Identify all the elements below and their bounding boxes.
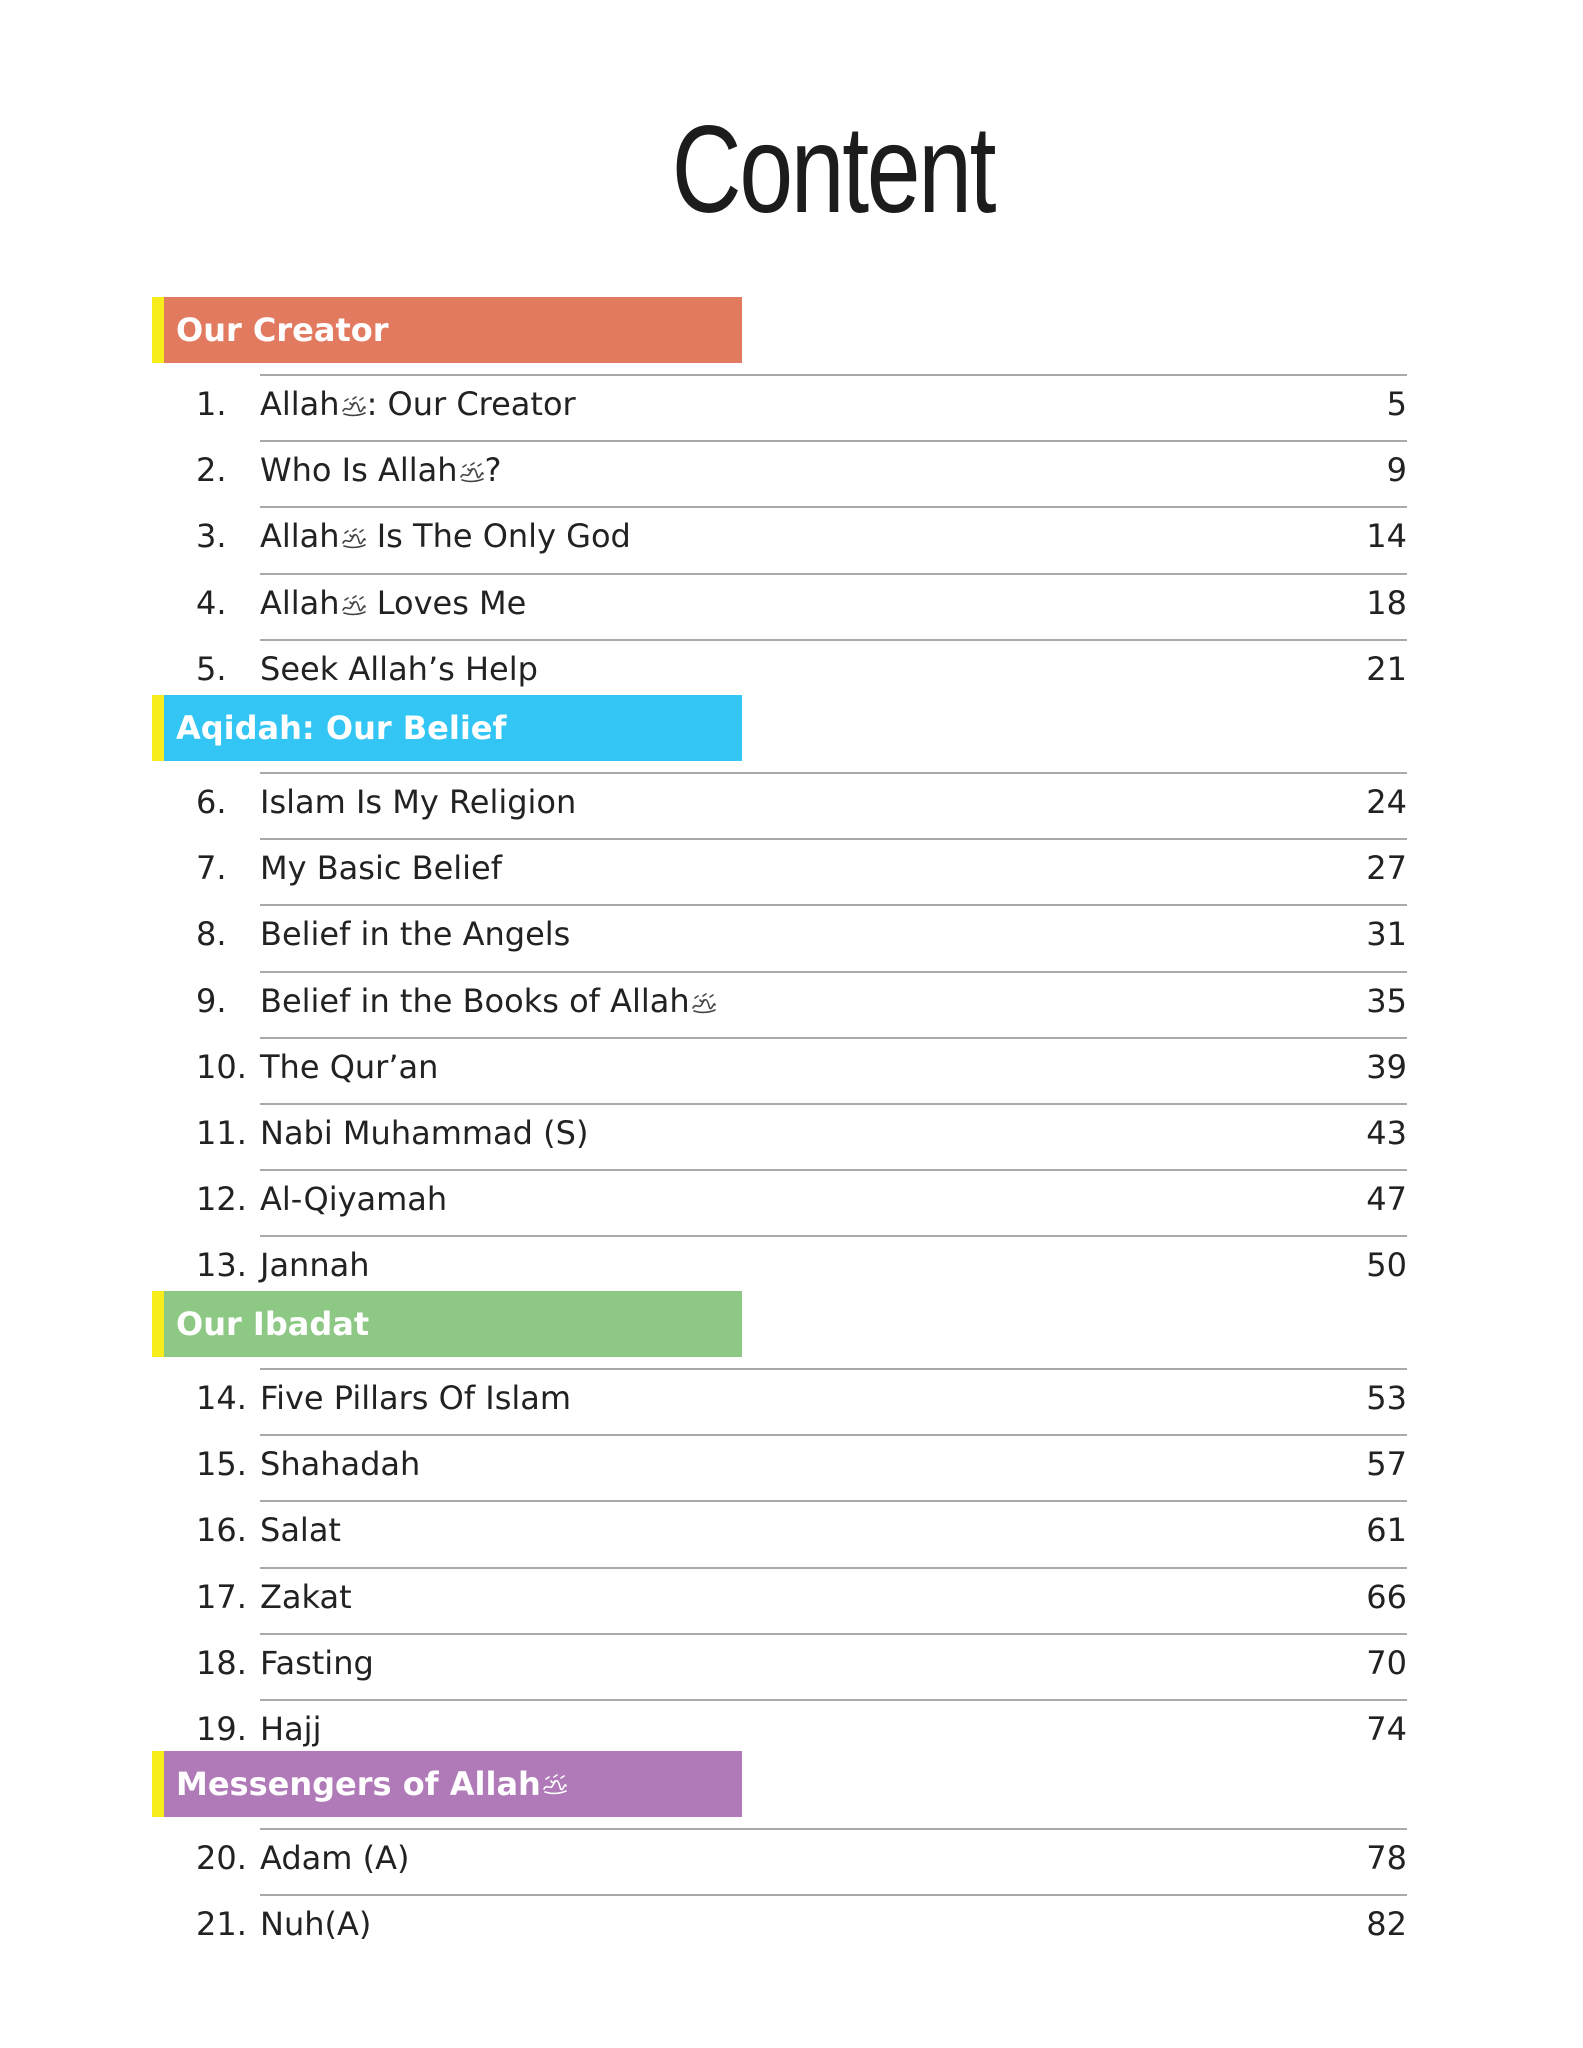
entry-number: 6.	[196, 783, 227, 821]
entry-title	[260, 1709, 321, 1749]
toc-entry[interactable]	[0, 904, 1583, 970]
entry-title-text: Islam Is My Religion	[260, 783, 577, 821]
entry-title	[260, 1245, 370, 1285]
entry-page-number: 21	[1366, 649, 1407, 688]
entry-number: 18.	[196, 1643, 247, 1682]
toc-entry[interactable]	[0, 573, 1583, 639]
entry-title	[260, 1838, 409, 1878]
entry-number: 13.	[196, 1246, 247, 1285]
entry-divider	[260, 904, 1407, 906]
entry-title	[260, 981, 717, 1021]
toc-entry[interactable]	[0, 1567, 1583, 1633]
entry-divider	[260, 506, 1407, 508]
entry-divider	[260, 1235, 1407, 1237]
entry-divider	[260, 639, 1407, 641]
entry-page-number: 18	[1366, 583, 1407, 622]
entry-title	[260, 1510, 341, 1550]
entry-divider	[260, 1699, 1407, 1701]
page-title: Content	[671, 101, 995, 239]
entry-number: 9.	[196, 981, 227, 1020]
entry-page-number: 35	[1366, 981, 1407, 1020]
entry-number: 5.	[196, 649, 227, 688]
entry-divider	[260, 1894, 1407, 1896]
calligraphy-honorific-icon	[341, 527, 367, 549]
entry-title-text: Allah	[260, 517, 340, 556]
entry-title-text: Fasting	[260, 1643, 374, 1682]
entry-divider	[260, 440, 1407, 442]
entry-divider	[260, 573, 1407, 575]
section-header	[152, 1291, 742, 1357]
entry-title-text: Jannah	[260, 1246, 370, 1285]
section-title: Aqidah: Our Belief	[176, 709, 507, 747]
entry-number: 15.	[196, 1445, 247, 1484]
entry-divider	[260, 374, 1407, 376]
section-header	[152, 695, 742, 761]
calligraphy-honorific-icon	[459, 461, 485, 483]
entry-divider	[260, 1434, 1407, 1436]
entry-number: 12.	[196, 1180, 247, 1219]
entry-title-text: Salat	[260, 1511, 341, 1550]
calligraphy-honorific-icon	[341, 395, 367, 417]
entry-title	[260, 848, 502, 888]
entry-number: 20.	[196, 1839, 247, 1877]
entry-page-number: 5	[1386, 385, 1407, 423]
entry-number: 8.	[196, 915, 227, 954]
entry-title	[260, 1179, 447, 1219]
toc-entry[interactable]	[0, 1169, 1583, 1235]
entry-title-text: Allah	[260, 385, 340, 423]
entry-number: 14.	[196, 1379, 247, 1417]
entry-page-number: 53	[1366, 1379, 1407, 1417]
calligraphy-honorific-icon	[691, 992, 717, 1014]
entry-title	[260, 782, 576, 822]
entry-title-text: Hajj	[260, 1710, 322, 1748]
calligraphy-honorific-icon	[341, 594, 367, 616]
entry-title-text: Nabi Muhammad (S)	[260, 1114, 589, 1152]
entry-divider	[260, 1169, 1407, 1171]
section-title: Messengers of Allah	[176, 1765, 541, 1803]
entry-divider	[260, 1368, 1407, 1370]
entry-number: 2.	[196, 451, 227, 490]
entry-page-number: 31	[1366, 915, 1407, 954]
entry-divider	[260, 838, 1407, 840]
toc-entry[interactable]	[0, 374, 1583, 440]
entry-title	[260, 1047, 438, 1087]
entry-number: 19.	[196, 1710, 247, 1748]
entry-page-number: 43	[1366, 1114, 1407, 1152]
entry-title-suffix: ?	[484, 451, 502, 490]
toc-entry[interactable]	[0, 440, 1583, 506]
entry-divider	[260, 1567, 1407, 1569]
entry-title	[260, 516, 631, 556]
entry-page-number: 82	[1366, 1905, 1407, 1944]
toc-entry[interactable]	[0, 1828, 1583, 1894]
entry-number: 11.	[196, 1114, 247, 1152]
entry-number: 4.	[196, 583, 227, 622]
entry-title-text: Shahadah	[260, 1445, 421, 1484]
entry-number: 21.	[196, 1905, 247, 1944]
entry-page-number: 50	[1366, 1246, 1407, 1285]
entry-title	[260, 914, 570, 954]
entry-page-number: 57	[1366, 1445, 1407, 1484]
entry-title-text: Seek Allah’s Help	[260, 649, 538, 688]
entry-title-text: Belief in the Angels	[260, 915, 571, 954]
entry-page-number: 47	[1366, 1180, 1407, 1219]
entry-title	[260, 1378, 571, 1418]
entry-page-number: 78	[1366, 1839, 1407, 1877]
entry-title-text: Allah	[260, 583, 340, 622]
entry-page-number: 70	[1366, 1643, 1407, 1682]
toc-entry[interactable]	[0, 1103, 1583, 1169]
entry-page-number: 61	[1366, 1511, 1407, 1550]
entry-title	[260, 1904, 371, 1944]
entry-title-text: My Basic Belief	[260, 849, 502, 888]
entry-page-number: 14	[1366, 517, 1407, 556]
entry-title-text: Who Is Allah	[260, 451, 458, 490]
entry-title-text: Al-Qiyamah	[260, 1180, 448, 1219]
toc-entry[interactable]	[0, 1434, 1583, 1500]
entry-divider	[260, 1500, 1407, 1502]
entry-number: 10.	[196, 1047, 247, 1086]
toc-entry[interactable]	[0, 772, 1583, 838]
toc-entry[interactable]	[0, 506, 1583, 572]
entry-divider	[260, 1037, 1407, 1039]
entry-number: 16.	[196, 1511, 247, 1550]
section-title: Our Ibadat	[176, 1305, 370, 1343]
entry-title-suffix: Loves Me	[366, 583, 527, 622]
entry-divider	[260, 971, 1407, 973]
section-header	[152, 297, 742, 363]
entry-title-suffix: Is The Only God	[366, 517, 631, 556]
entry-title	[260, 384, 576, 424]
entry-title	[260, 1577, 352, 1617]
toc-entry[interactable]	[0, 1633, 1583, 1699]
entry-page-number: 66	[1366, 1577, 1407, 1616]
entry-number: 7.	[196, 849, 227, 888]
entry-number: 1.	[196, 385, 227, 423]
entry-divider	[260, 1633, 1407, 1635]
toc-entry[interactable]	[0, 1037, 1583, 1103]
section-header	[152, 1751, 742, 1817]
entry-title	[260, 1643, 374, 1683]
entry-divider	[260, 772, 1407, 774]
entry-page-number: 39	[1366, 1047, 1407, 1086]
entry-title-text: Belief in the Books of Allah	[260, 981, 690, 1020]
entry-divider	[260, 1828, 1407, 1830]
entry-page-number: 74	[1366, 1710, 1407, 1748]
toc-entry[interactable]	[0, 1500, 1583, 1566]
entry-title	[260, 583, 526, 623]
toc-entry[interactable]	[0, 1368, 1583, 1434]
toc-entry[interactable]	[0, 971, 1583, 1037]
entry-page-number: 9	[1386, 451, 1407, 490]
entry-title-suffix: : Our Creator	[366, 385, 576, 423]
section-title: Our Creator	[176, 311, 389, 349]
entry-page-number: 24	[1366, 783, 1407, 821]
entry-title	[260, 1113, 588, 1153]
entry-title	[260, 450, 502, 490]
calligraphy-honorific-icon	[542, 1773, 568, 1795]
entry-title	[260, 649, 538, 689]
entry-title-text: Nuh(A)	[260, 1905, 372, 1944]
entry-title-text: Adam (A)	[260, 1839, 410, 1877]
entry-divider	[260, 1103, 1407, 1105]
entry-title-text: Five Pillars Of Islam	[260, 1379, 572, 1417]
toc-entry[interactable]	[0, 838, 1583, 904]
entry-title	[260, 1444, 420, 1484]
entry-title-text: The Qur’an	[260, 1047, 439, 1086]
entry-page-number: 27	[1366, 849, 1407, 888]
entry-number: 3.	[196, 517, 227, 556]
entry-number: 17.	[196, 1577, 247, 1616]
toc-entry[interactable]	[0, 1894, 1583, 1960]
entry-title-text: Zakat	[260, 1577, 352, 1616]
